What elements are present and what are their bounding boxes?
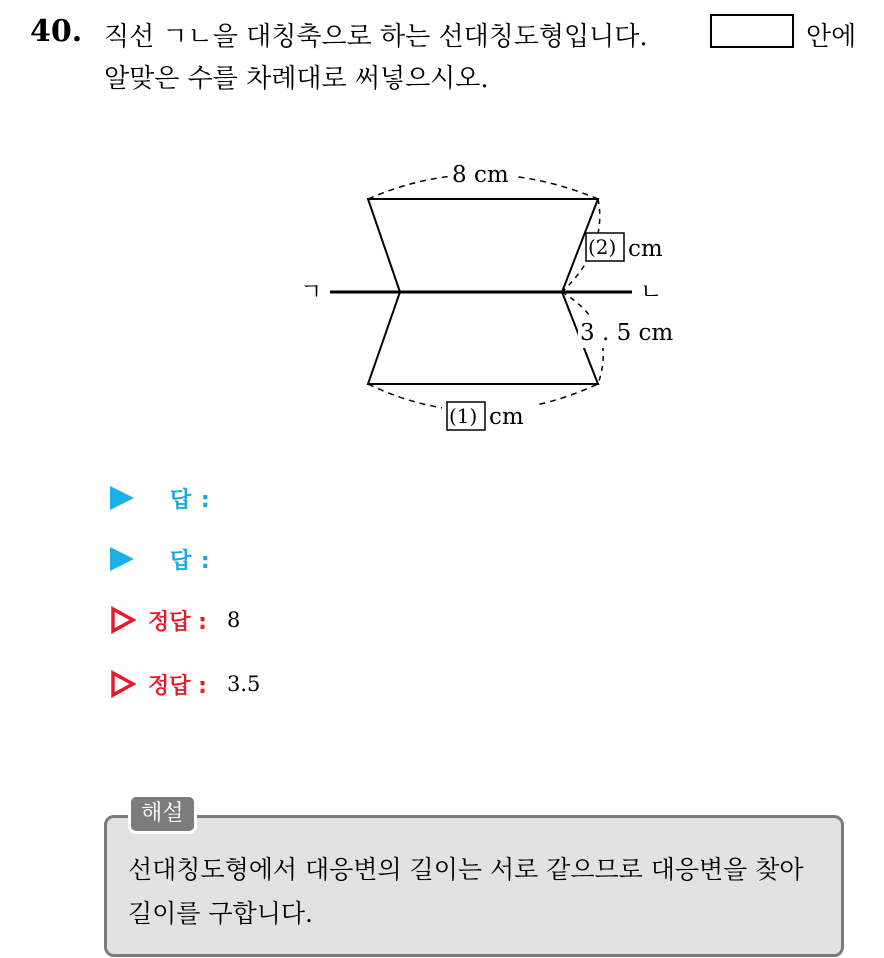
answer-arrow-icon — [110, 486, 134, 510]
explanation-text: 선대칭도형에서 대응변의 길이는 서로 같으므로 대응변을 찾아 길이를 구합니다. — [128, 855, 804, 928]
axis-left-label: ㄱ — [300, 279, 323, 305]
correct-value: 8 — [226, 608, 241, 632]
correct-answer-row-2 — [110, 664, 260, 704]
correct-value: 3.5 — [226, 672, 261, 696]
correct-arrow-icon — [110, 670, 136, 698]
right-lower-length-label: 3 . 5 cm — [580, 320, 674, 346]
correct-label: 정답 : — [148, 673, 207, 699]
correct-label: 정답 : — [148, 609, 207, 635]
question-text-line2: 알맞은 수를 차례대로 써넣으시오. — [104, 64, 489, 94]
explanation-tab: 해설 — [128, 794, 197, 834]
top-length-label: 8 cm — [452, 162, 509, 188]
bottom-blank-number: (1) — [449, 404, 478, 428]
right-upper-unit: cm — [628, 236, 663, 262]
correct-arrow-icon — [110, 606, 136, 634]
axis-right-label: ㄴ — [640, 279, 663, 305]
answer-row-1 — [110, 480, 211, 516]
answer-label: 답 : — [170, 548, 211, 574]
bottom-unit: cm — [489, 404, 524, 430]
question-text-line1: 직선 ㄱㄴ을 대칭축으로 하는 선대칭도형입니다. — [104, 22, 648, 52]
correct-answer-row-1 — [110, 600, 240, 640]
symmetry-figure — [0, 0, 884, 470]
right-upper-blank-number: (2) — [588, 235, 617, 259]
question-number: 40. — [30, 14, 83, 49]
question-text-line1-end: 안에 — [806, 22, 857, 52]
answer-label: 답 : — [170, 487, 211, 513]
answer-arrow-icon — [110, 547, 134, 571]
answer-row-2 — [110, 541, 211, 577]
